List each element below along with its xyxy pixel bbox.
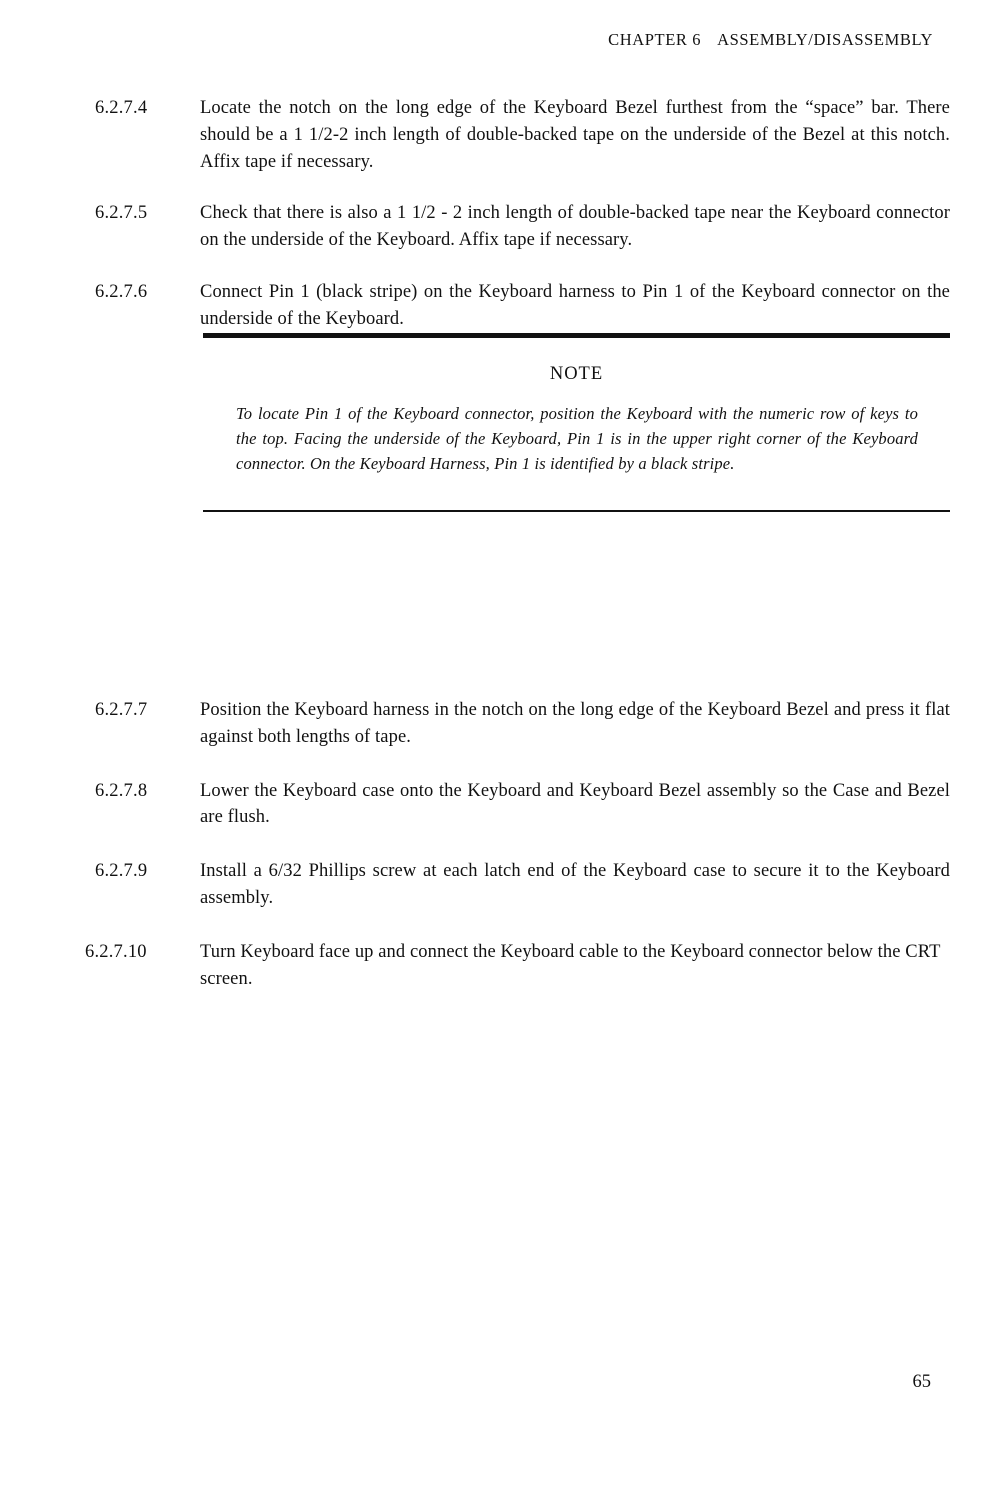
page-number: 65 bbox=[912, 1372, 931, 1392]
section-title: ASSEMBLY/DISASSEMBLY bbox=[717, 30, 933, 49]
step-text: Connect Pin 1 (black stripe) on the Keyboard harness to Pin 1 of the Keyboard connector on the underside of the Keyboard. bbox=[200, 282, 950, 329]
step-number: 6.2.7.8 bbox=[95, 780, 148, 801]
note-bottom-rule bbox=[203, 510, 950, 512]
step-number: 6.2.7.7 bbox=[95, 700, 148, 720]
step-text: Lower the Keyboard case onto the Keyboard and Keyboard Bezel assembly so the Case and Bezel are flush. bbox=[200, 780, 950, 828]
note-body: To locate Pin 1 of the Keyboard connector, position the Keyboard with the numeric row of keys to the top. Facing the underside of the Keyboard, Pin 1 is in the upper right corner of the Keyboard connector. On the Keyboard Harness, Pin 1 is identified by a black stripe. bbox=[236, 404, 918, 474]
step-number: 6.2.7.5 bbox=[95, 203, 148, 224]
chapter-label: CHAPTER 6 bbox=[608, 30, 702, 49]
step-number: 6.2.7.6 bbox=[95, 282, 148, 303]
step-number: 6.2.7.10 bbox=[85, 941, 147, 962]
step-item bbox=[95, 200, 950, 254]
step-text: Check that there is also a 1 1/2 - 2 inch length of double-backed tape near the Keyboard connector on the underside of the Keyboard. Affix tape if necessary. bbox=[200, 203, 950, 251]
step-item bbox=[95, 279, 950, 333]
step-text: Position the Keyboard harness in the notch on the long edge of the Keyboard Bezel and press it flat against both lengths of tape. bbox=[200, 700, 950, 747]
note-title: NOTE bbox=[549, 364, 604, 384]
step-item bbox=[95, 778, 950, 832]
step-item bbox=[95, 95, 950, 175]
upper-steps-list bbox=[95, 95, 950, 358]
step-text: Install a 6/32 Phillips screw at each latch end of the Keyboard case to secure it to the Keyboard assembly. bbox=[200, 861, 950, 909]
step-item bbox=[95, 858, 950, 912]
note-spacer bbox=[203, 476, 950, 510]
step-item bbox=[95, 697, 950, 751]
step-text: Locate the notch on the long edge of the Keyboard Bezel furthest from the “space” bar. There should be a 1 1/2-2 inch length of double-backed tape on the underside of the Bezel at this notch. Affix tape if necessary. bbox=[200, 98, 950, 172]
step-item bbox=[85, 939, 950, 993]
step-number: 6.2.7.4 bbox=[95, 98, 148, 118]
running-header bbox=[608, 30, 933, 50]
lower-steps-list bbox=[85, 697, 950, 1020]
note-box bbox=[203, 333, 950, 512]
step-text: Turn Keyboard face up and connect the Keyboard cable to the Keyboard connector below the CRT screen. bbox=[200, 941, 941, 989]
note-top-rule bbox=[203, 333, 950, 338]
step-number: 6.2.7.9 bbox=[95, 861, 148, 882]
